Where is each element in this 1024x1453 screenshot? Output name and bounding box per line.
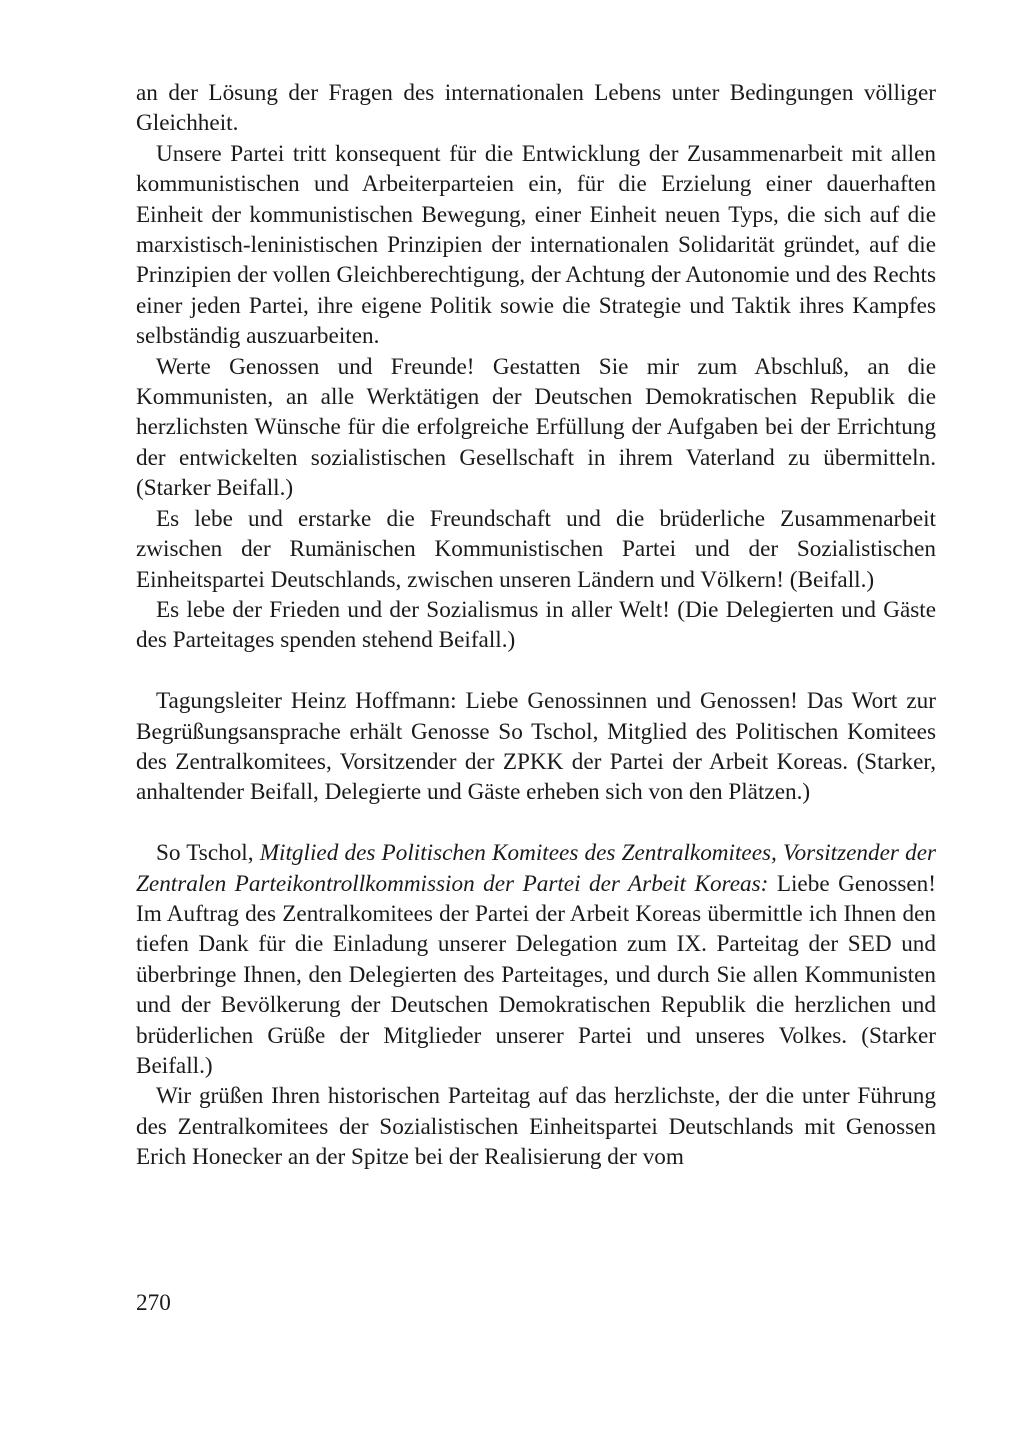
paragraph-chair-announcement: Tagungsleiter Heinz Hoffmann: Liebe Genossinnen und Genossen! Das Wort zur Begrüßungsansprache erhält Genosse So Tschol, Mitglied des Politischen Komitees des Zentralkomitees, Vorsitzender der ZPKK der Partei der Arbeit Koreas. (Starker, anhaltender Beifall, Delegierte und Gäste erheben sich von den Plätzen.) (136, 688, 936, 806)
speaker-text: Liebe Genossen! Im Auftrag des Zentralkomitees der Partei der Arbeit Koreas übermittle ich Ihnen den tiefen Dank für die Einladung unserer Delegation zum IX. Parteitag der SED und überbringe Ihnen, den Delegierten des Parteitages, und durch Sie allen Kommunisten und der Bevölkerung der Deutschen Demokratischen Republik die herzlichen und brüderlichen Grüße der Mitglieder unserer Partei und unseres Volkes. (Starker Beifall.) (136, 870, 936, 1079)
paragraph-speaker-intro (136, 838, 936, 1081)
paragraph-salute: Wir grüßen Ihren historischen Parteitag auf das herzlichste, der die unter Führung des Zentralkomitees der Sozialistischen Einheitspartei Deutschlands mit Genossen Erich Honecker an der Spitze bei der Realisierung der vom (136, 1083, 936, 1171)
page-number: 270 (136, 1290, 171, 1316)
paragraph-greetings: Werte Genossen und Freunde! Gestatten Sie mir zum Abschluß, an die Kommunisten, an alle Werktätigen der Deutschen Demokratischen Republik die herzlichsten Wünsche für die erfolgreiche Erfüllung der Aufgaben bei der Errichtung der entwickelten sozialistischen Gesellschaft in ihrem Vaterland zu übermitteln. (Starker Beifall.) (136, 353, 936, 502)
paragraph-friendship: Es lebe und erstarke die Freundschaft und die brüderliche Zusammenarbeit zwischen der Rumänischen Kommunistischen Partei und der Sozialistischen Einheitspartei Deutschlands, zwischen unseren Ländern und Völkern! (Beifall.) (136, 505, 936, 593)
paragraph-continuation: an der Lösung der Fragen des internationalen Lebens unter Bedingungen völliger Gleichheit. (136, 80, 936, 137)
paragraph-peace: Es lebe der Frieden und der Sozialismus in aller Welt! (Die Delegierten und Gäste des Parteitages spenden stehend Beifall.) (136, 596, 936, 654)
speaker-role: Mitglied des Politischen Komitees des Zentralkomitees, Vorsitzender der Zentralen Parteikontrollkommission der Partei der Arbeit Koreas: (136, 840, 937, 897)
paragraph-cooperation: Unsere Partei tritt konsequent für die Entwicklung der Zusammenarbeit mit allen kommunistischen und Arbeiterparteien ein, für die Erzielung einer dauerhaften Einheit der kommunistischen Bewegung, einer Einheit neuen Typs, die sich auf die marxistisch-leninistischen Prinzipien der internationalen Solidarität gründet, auf die Prinzipien der vollen Gleichberechtigung, der Achtung der Autonomie und des Rechts einer jeden Partei, ihre eigene Politik sowie die Strategie und Taktik ihres Kampfes selbständig auszuarbeiten. (136, 140, 936, 350)
page-body (136, 78, 936, 1173)
speaker-name: So Tschol, (156, 840, 254, 867)
